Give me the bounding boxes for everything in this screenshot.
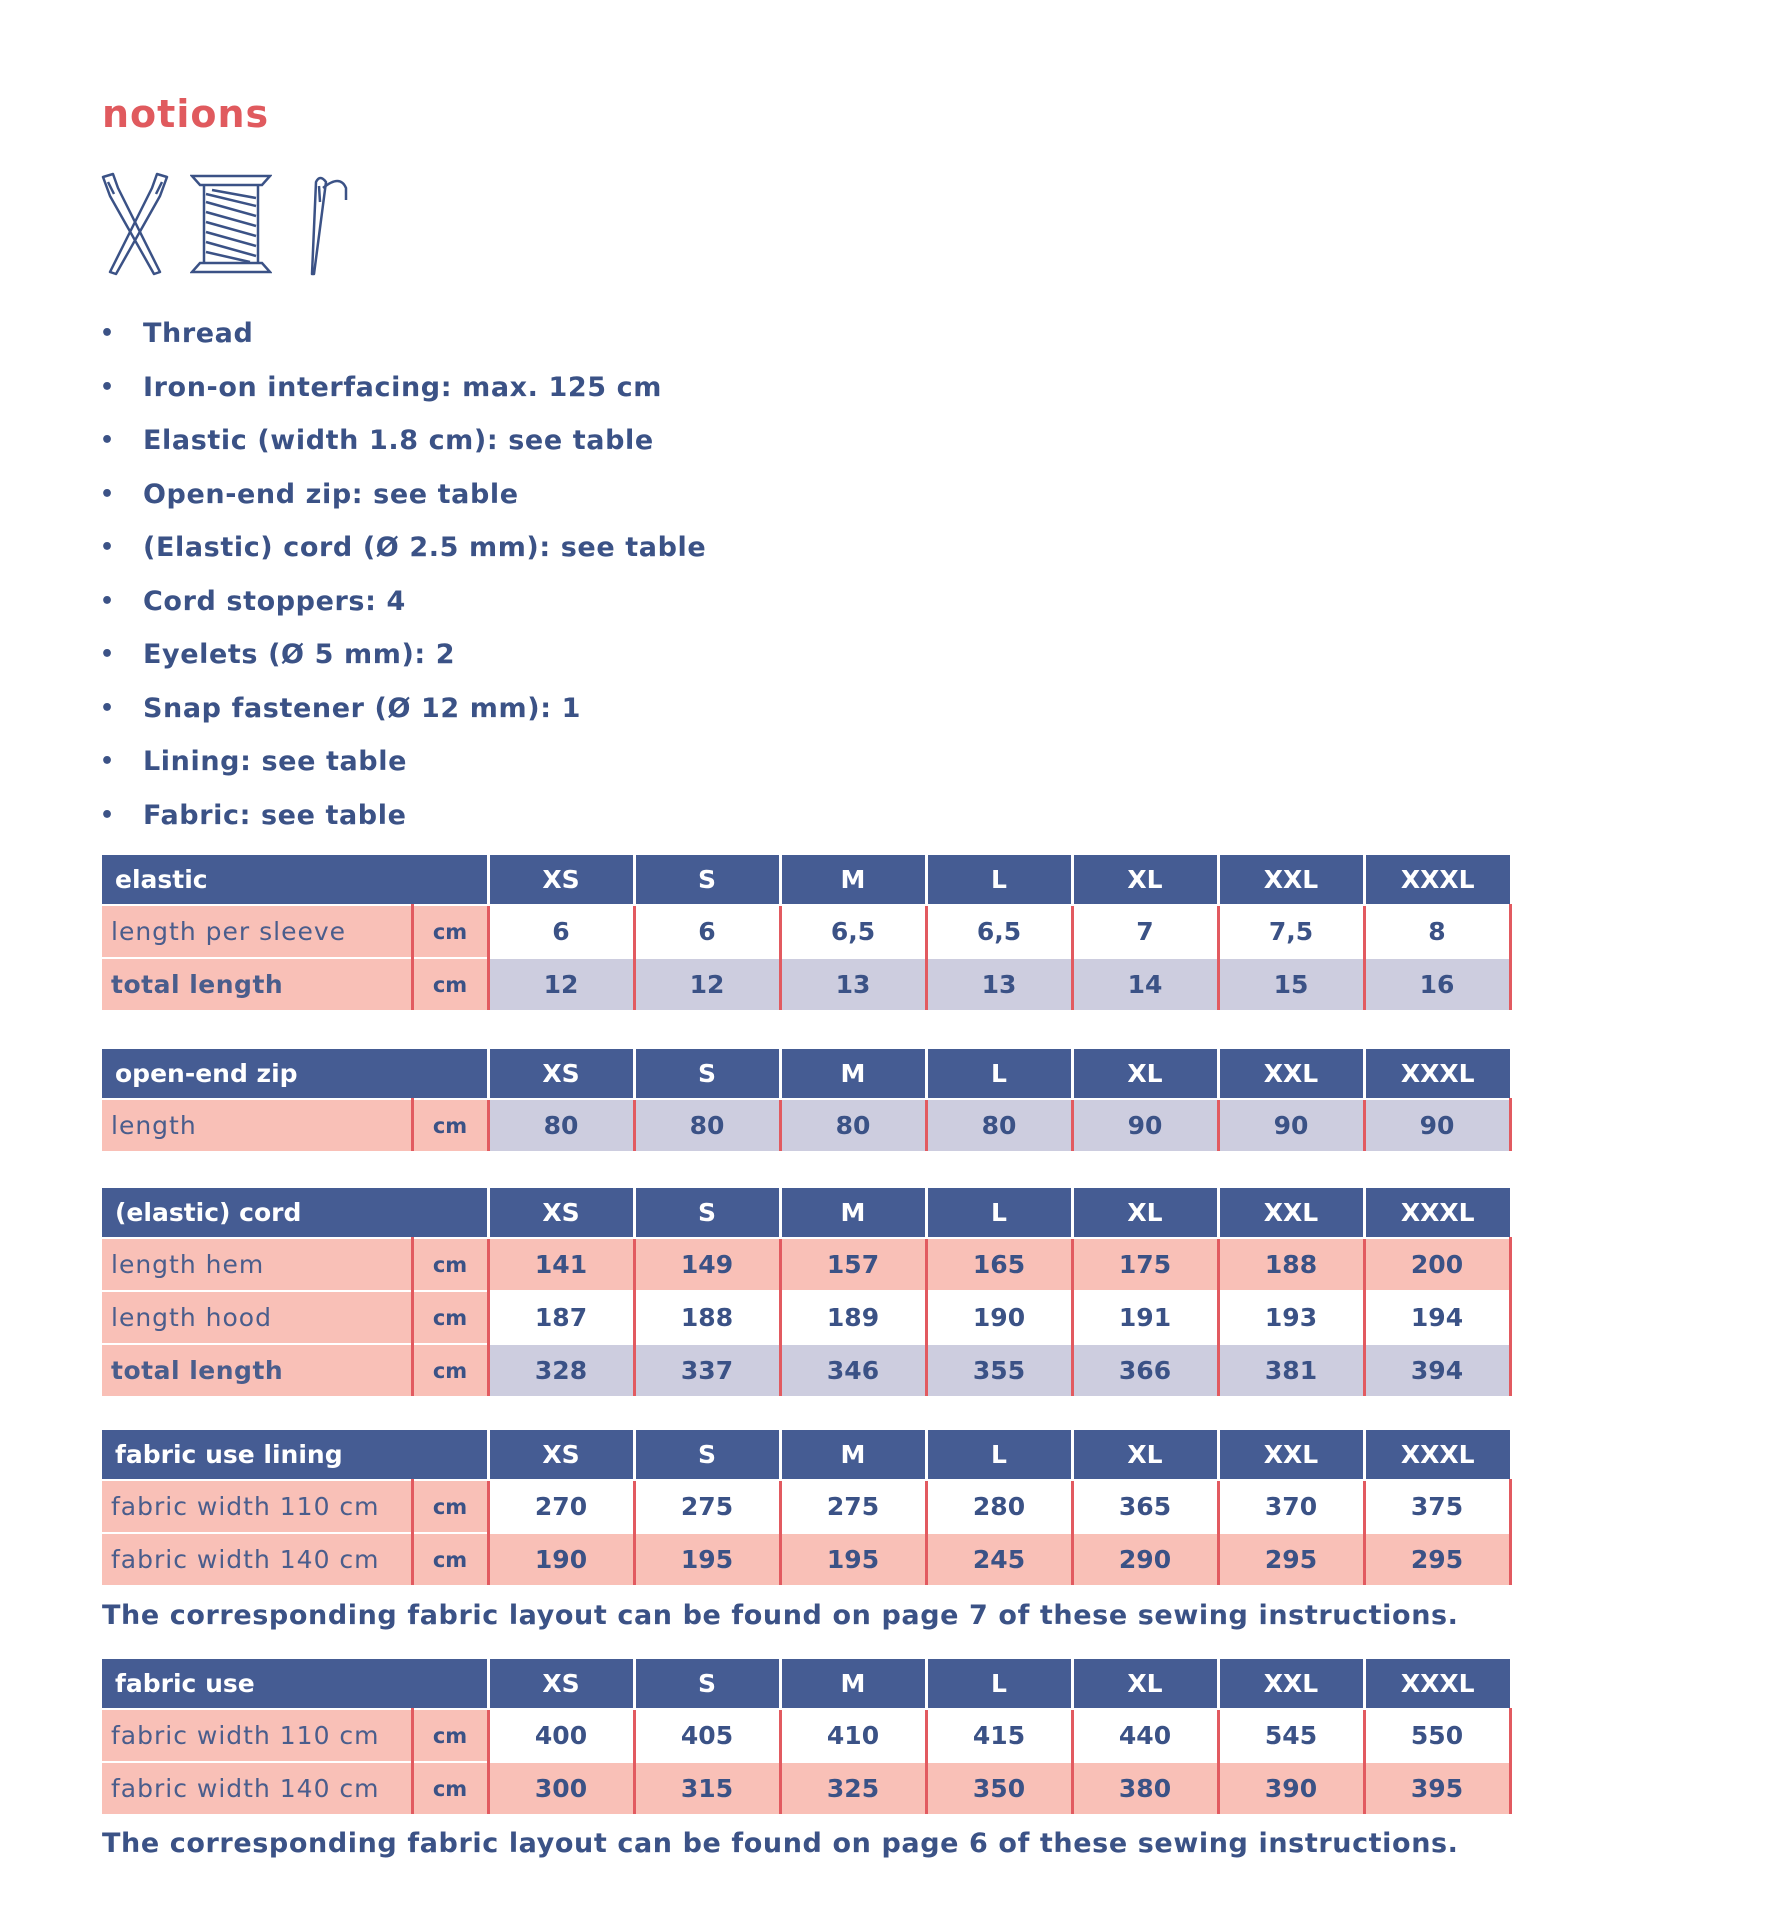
- value-cell: 90: [1218, 1099, 1364, 1151]
- table-row: [102, 905, 1510, 958]
- table-title: fabric use: [102, 1659, 488, 1709]
- row-label: fabric width 110 cm: [102, 1480, 412, 1533]
- list-item: • Snap fastener (Ø 12 mm): 1: [100, 692, 581, 724]
- cord-table: [102, 1188, 1512, 1396]
- size-header: XXXL: [1364, 1188, 1510, 1238]
- elastic-table: [102, 855, 1512, 1010]
- value-cell: 270: [488, 1480, 634, 1533]
- list-item: • Open-end zip: see table: [100, 478, 519, 510]
- size-header: S: [634, 1430, 780, 1480]
- list-item-text: Eyelets (Ø 5 mm): 2: [143, 639, 456, 670]
- page-title: notions: [102, 92, 270, 136]
- table-row: [102, 958, 1510, 1010]
- value-cell: 295: [1364, 1533, 1510, 1585]
- size-header: M: [780, 1430, 926, 1480]
- value-cell: 400: [488, 1709, 634, 1762]
- list-item: • (Elastic) cord (Ø 2.5 mm): see table: [100, 532, 707, 563]
- value-cell: 191: [1072, 1291, 1218, 1344]
- size-header: XXXL: [1364, 1049, 1510, 1099]
- size-header: XXL: [1218, 1049, 1364, 1099]
- unit-label: cm: [412, 1709, 488, 1762]
- list-item-text: Fabric: see table: [143, 799, 407, 831]
- value-cell: 187: [488, 1291, 634, 1344]
- size-header: S: [634, 1188, 780, 1238]
- value-cell: 245: [926, 1533, 1072, 1585]
- value-cell: 550: [1364, 1709, 1510, 1762]
- value-cell: 13: [926, 958, 1072, 1010]
- value-cell: 415: [926, 1709, 1072, 1762]
- value-cell: 80: [634, 1099, 780, 1151]
- value-cell: 12: [634, 958, 780, 1010]
- list-item-text: (Elastic) cord (Ø 2.5 mm): see table: [143, 532, 707, 563]
- value-cell: 365: [1072, 1480, 1218, 1533]
- value-cell: 440: [1072, 1709, 1218, 1762]
- lining-table: [102, 1430, 1512, 1585]
- row-label: fabric width 140 cm: [102, 1762, 412, 1814]
- row-label: length: [102, 1099, 412, 1151]
- value-cell: 8: [1364, 905, 1510, 958]
- size-header: XL: [1072, 1049, 1218, 1099]
- row-label: fabric width 140 cm: [102, 1533, 412, 1585]
- size-header: XS: [488, 855, 634, 905]
- scissors-icon: [100, 172, 170, 276]
- list-item-text: Lining: see table: [143, 746, 407, 777]
- table-row: [102, 1238, 1510, 1291]
- table-title: fabric use lining: [102, 1430, 488, 1480]
- size-header: XL: [1072, 1430, 1218, 1480]
- list-item-text: Cord stoppers: 4: [143, 585, 406, 617]
- value-cell: 15: [1218, 958, 1364, 1010]
- value-cell: 80: [780, 1099, 926, 1151]
- size-header: M: [780, 1049, 926, 1099]
- value-cell: 12: [488, 958, 634, 1010]
- size-header: L: [926, 1430, 1072, 1480]
- list-item: • Fabric: see table: [100, 799, 407, 831]
- value-cell: 545: [1218, 1709, 1364, 1762]
- table-title: elastic: [102, 855, 488, 905]
- value-cell: 190: [488, 1533, 634, 1585]
- value-cell: 381: [1218, 1344, 1364, 1396]
- notions-icons: [100, 172, 360, 282]
- list-item-text: Elastic (width 1.8 cm): see table: [143, 425, 654, 456]
- value-cell: 188: [634, 1291, 780, 1344]
- value-cell: 14: [1072, 958, 1218, 1010]
- row-label: length hem: [102, 1238, 412, 1291]
- value-cell: 165: [926, 1238, 1072, 1291]
- table-row: [102, 1344, 1510, 1396]
- list-item-text: Snap fastener (Ø 12 mm): 1: [143, 692, 581, 724]
- table-row: [102, 1291, 1510, 1344]
- size-header: S: [634, 855, 780, 905]
- unit-label: cm: [412, 1480, 488, 1533]
- value-cell: 366: [1072, 1344, 1218, 1396]
- value-cell: 300: [488, 1762, 634, 1814]
- size-header: XXL: [1218, 855, 1364, 905]
- unit-label: cm: [412, 1533, 488, 1585]
- value-cell: 16: [1364, 958, 1510, 1010]
- value-cell: 295: [1218, 1533, 1364, 1585]
- value-cell: 375: [1364, 1480, 1510, 1533]
- size-header: XXXL: [1364, 855, 1510, 905]
- row-label: total length: [102, 958, 412, 1010]
- value-cell: 355: [926, 1344, 1072, 1396]
- unit-label: cm: [412, 1344, 488, 1396]
- value-cell: 193: [1218, 1291, 1364, 1344]
- list-item-text: Thread: [143, 318, 254, 349]
- size-header: L: [926, 1659, 1072, 1709]
- value-cell: 380: [1072, 1762, 1218, 1814]
- value-cell: 175: [1072, 1238, 1218, 1291]
- value-cell: 80: [488, 1099, 634, 1151]
- value-cell: 275: [780, 1480, 926, 1533]
- unit-label: cm: [412, 905, 488, 958]
- table-row: [102, 1709, 1510, 1762]
- value-cell: 6: [488, 905, 634, 958]
- table-row: [102, 1480, 1510, 1533]
- value-cell: 80: [926, 1099, 1072, 1151]
- value-cell: 6: [634, 905, 780, 958]
- value-cell: 275: [634, 1480, 780, 1533]
- table-title: (elastic) cord: [102, 1188, 488, 1238]
- row-label: total length: [102, 1344, 412, 1396]
- table-row: [102, 1762, 1510, 1814]
- fabric-note: The corresponding fabric layout can be found on page 6 of these sewing instructions.: [102, 1828, 1459, 1859]
- row-label: fabric width 110 cm: [102, 1709, 412, 1762]
- value-cell: 200: [1364, 1238, 1510, 1291]
- size-header: XS: [488, 1188, 634, 1238]
- value-cell: 188: [1218, 1238, 1364, 1291]
- row-label: length per sleeve: [102, 905, 412, 958]
- size-header: S: [634, 1659, 780, 1709]
- value-cell: 337: [634, 1344, 780, 1396]
- value-cell: 394: [1364, 1344, 1510, 1396]
- size-header: M: [780, 855, 926, 905]
- value-cell: 410: [780, 1709, 926, 1762]
- lining-note: The corresponding fabric layout can be found on page 7 of these sewing instructions.: [102, 1600, 1459, 1631]
- value-cell: 195: [634, 1533, 780, 1585]
- table-title: open-end zip: [102, 1049, 488, 1099]
- value-cell: 328: [488, 1344, 634, 1396]
- value-cell: 280: [926, 1480, 1072, 1533]
- value-cell: 190: [926, 1291, 1072, 1344]
- table-row: [102, 1099, 1510, 1151]
- list-item: • Lining: see table: [100, 746, 407, 777]
- value-cell: 390: [1218, 1762, 1364, 1814]
- unit-label: cm: [412, 1099, 488, 1151]
- value-cell: 346: [780, 1344, 926, 1396]
- zip-table: [102, 1049, 1512, 1151]
- list-item: • Thread: [100, 318, 254, 349]
- size-header: XXL: [1218, 1430, 1364, 1480]
- value-cell: 315: [634, 1762, 780, 1814]
- value-cell: 90: [1364, 1099, 1510, 1151]
- value-cell: 149: [634, 1238, 780, 1291]
- value-cell: 290: [1072, 1533, 1218, 1585]
- size-header: XXXL: [1364, 1659, 1510, 1709]
- value-cell: 7,5: [1218, 905, 1364, 958]
- list-item: • Elastic (width 1.8 cm): see table: [100, 425, 654, 456]
- notions-list: [100, 312, 706, 847]
- list-item: • Eyelets (Ø 5 mm): 2: [100, 639, 456, 670]
- size-header: XS: [488, 1049, 634, 1099]
- row-label: length hood: [102, 1291, 412, 1344]
- value-cell: 325: [780, 1762, 926, 1814]
- list-item-text: Iron-on interfacing: max. 125 cm: [143, 371, 663, 403]
- value-cell: 6,5: [926, 905, 1072, 958]
- value-cell: 13: [780, 958, 926, 1010]
- value-cell: 194: [1364, 1291, 1510, 1344]
- size-header: XL: [1072, 1659, 1218, 1709]
- value-cell: 395: [1364, 1762, 1510, 1814]
- unit-label: cm: [412, 1291, 488, 1344]
- size-header: XL: [1072, 1188, 1218, 1238]
- list-item: • Cord stoppers: 4: [100, 585, 406, 617]
- size-header: XXXL: [1364, 1430, 1510, 1480]
- value-cell: 157: [780, 1238, 926, 1291]
- size-header: S: [634, 1049, 780, 1099]
- table-row: [102, 1533, 1510, 1585]
- list-item: • Iron-on interfacing: max. 125 cm: [100, 371, 663, 403]
- unit-label: cm: [412, 958, 488, 1010]
- size-header: XL: [1072, 855, 1218, 905]
- list-item-text: Open-end zip: see table: [143, 478, 519, 510]
- value-cell: 189: [780, 1291, 926, 1344]
- size-header: M: [780, 1659, 926, 1709]
- value-cell: 7: [1072, 905, 1218, 958]
- size-header: L: [926, 1049, 1072, 1099]
- unit-label: cm: [412, 1762, 488, 1814]
- size-header: L: [926, 1188, 1072, 1238]
- unit-label: cm: [412, 1238, 488, 1291]
- size-header: L: [926, 855, 1072, 905]
- value-cell: 6,5: [780, 905, 926, 958]
- value-cell: 195: [780, 1533, 926, 1585]
- value-cell: 90: [1072, 1099, 1218, 1151]
- value-cell: 370: [1218, 1480, 1364, 1533]
- size-header: XS: [488, 1430, 634, 1480]
- thread-spool-icon: [190, 172, 272, 276]
- size-header: XXL: [1218, 1659, 1364, 1709]
- needle-icon: [300, 172, 352, 276]
- fabric-table: [102, 1659, 1512, 1814]
- value-cell: 350: [926, 1762, 1072, 1814]
- value-cell: 405: [634, 1709, 780, 1762]
- size-header: XS: [488, 1659, 634, 1709]
- size-header: XXL: [1218, 1188, 1364, 1238]
- value-cell: 141: [488, 1238, 634, 1291]
- size-header: M: [780, 1188, 926, 1238]
